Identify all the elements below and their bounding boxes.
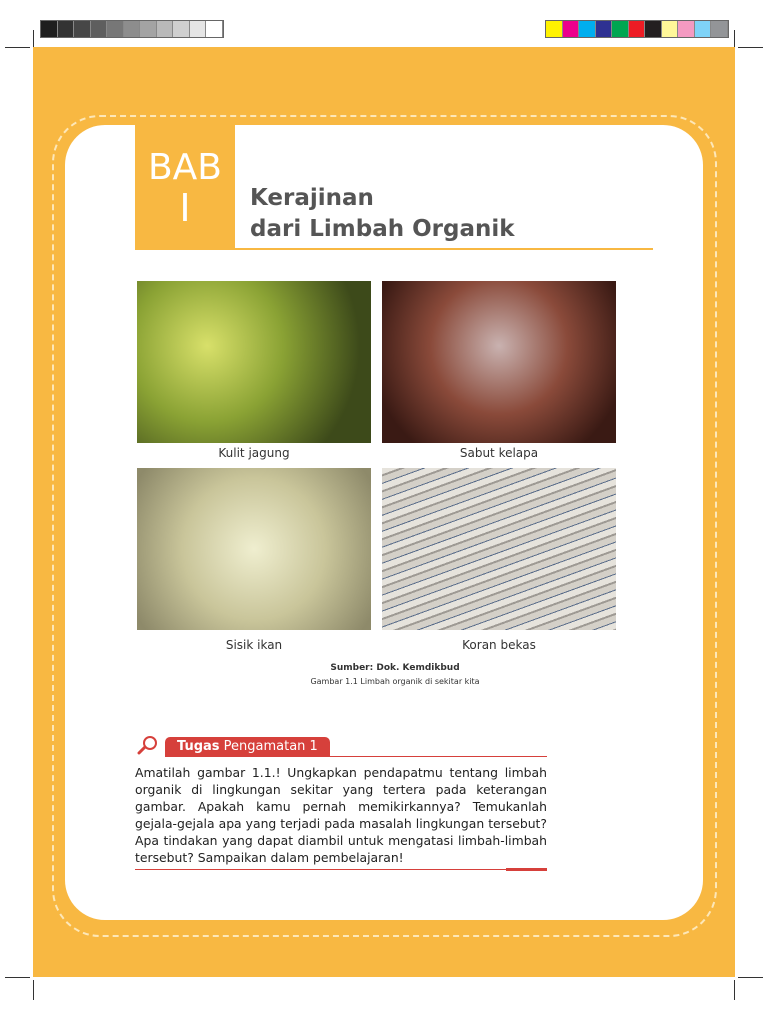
- color-swatch: [563, 21, 580, 37]
- color-swatch: [596, 21, 613, 37]
- crop-mark: [734, 980, 735, 1000]
- color-swatch: [140, 21, 157, 37]
- color-swatch: [107, 21, 124, 37]
- photo-corn-husk: [137, 281, 371, 443]
- magnifier-icon: [137, 735, 159, 755]
- color-swatch: [58, 21, 75, 37]
- title-line-1: Kerajinan: [250, 185, 374, 211]
- crop-mark: [33, 980, 34, 1000]
- color-swatch: [157, 21, 174, 37]
- grayscale-bar: [40, 20, 224, 38]
- chapter-label: BAB: [147, 147, 223, 188]
- color-swatch: [190, 21, 207, 37]
- bottom-rule-accent: [506, 868, 547, 871]
- color-swatch: [91, 21, 108, 37]
- figure-caption: Gambar 1.1 Limbah organik di sekitar kita: [310, 677, 480, 686]
- color-swatch: [173, 21, 190, 37]
- color-swatch: [711, 21, 728, 37]
- crop-mark: [738, 47, 763, 48]
- bottom-rule: [135, 869, 547, 870]
- color-swatch: [695, 21, 712, 37]
- photo-newspapers: [382, 468, 616, 630]
- caption-sisik-ikan: Sisik ikan: [225, 638, 283, 652]
- crop-mark: [738, 977, 763, 978]
- task-heading-rest: Pengamatan 1: [219, 739, 318, 754]
- image-source: Sumber: Dok. Kemdikbud: [330, 663, 460, 673]
- color-swatch: [678, 21, 695, 37]
- task-heading-bold: Tugas: [177, 739, 220, 754]
- photo-coconut-husk: [382, 281, 616, 443]
- color-bar: [545, 20, 729, 38]
- color-swatch: [612, 21, 629, 37]
- color-swatch: [41, 21, 58, 37]
- color-swatch: [124, 21, 141, 37]
- task-rule: [165, 756, 547, 757]
- crop-mark: [5, 977, 30, 978]
- chapter-number: I: [179, 186, 191, 230]
- crop-mark: [33, 30, 34, 48]
- color-swatch: [629, 21, 646, 37]
- task-heading: [165, 737, 330, 757]
- title-line-2: dari Limbah Organik: [250, 216, 515, 242]
- chapter-title: [250, 183, 515, 245]
- caption-kulit-jagung: Kulit jagung: [218, 446, 290, 460]
- photo-fish-scales: [137, 468, 371, 630]
- chapter-badge: [135, 125, 235, 250]
- crop-mark: [734, 30, 735, 48]
- title-underline: [235, 248, 653, 250]
- color-swatch: [546, 21, 563, 37]
- caption-sabut-kelapa: Sabut kelapa: [459, 446, 539, 460]
- caption-koran-bekas: Koran bekas: [462, 638, 536, 652]
- color-swatch: [662, 21, 679, 37]
- color-swatch: [645, 21, 662, 37]
- color-swatch: [206, 21, 223, 37]
- task-text: Amatilah gambar 1.1.! Ungkapkan pendapatmu tentang limbah organik di lingkungan sekitar yang tertera pada keterangan gambar. Apakah kamu pernah memikirkannya? Temukanlah gejala-gejala apa yang terjadi pada masalah lingkungan tersebut? Apa tindakan yang dapat diambil untuk mengatasi limbah-limbah tersebut? Sampaikan dalam pembelajaran!: [135, 765, 547, 865]
- crop-mark: [5, 47, 30, 48]
- color-swatch: [579, 21, 596, 37]
- color-swatch: [74, 21, 91, 37]
